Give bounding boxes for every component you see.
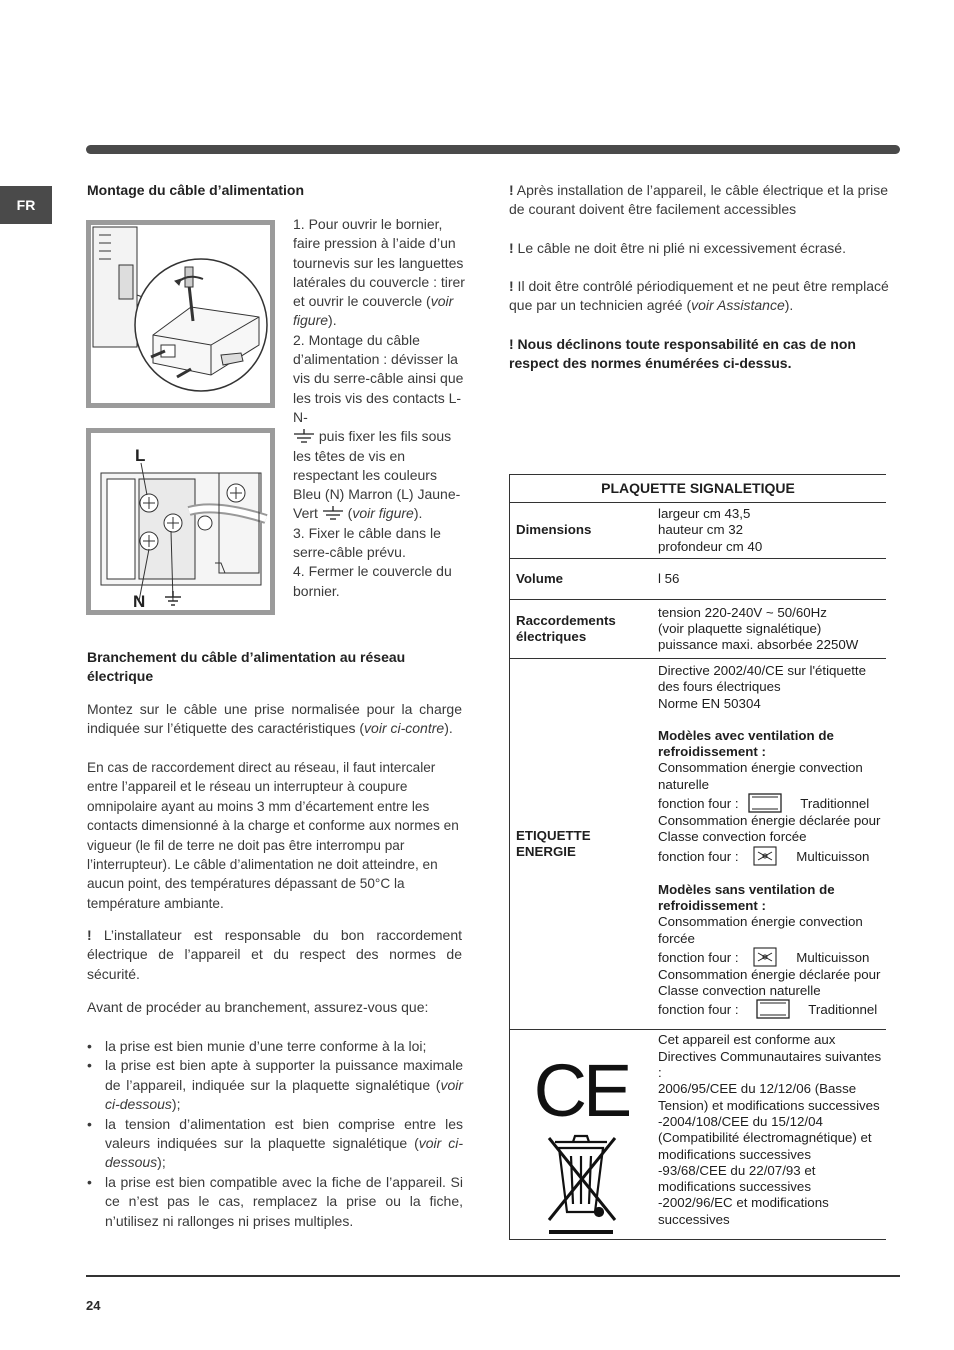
table-row bbox=[510, 503, 887, 559]
volume-value: l 56 bbox=[658, 570, 680, 586]
checklist bbox=[87, 1037, 463, 1231]
conformity-text: Cet appareil est conforme aux Directives Communautaires suivantes : 2006/95/CEE du 12/12/06 (Basse Tension) et modifications successives -2004/108/CEE du 15/12/04 (Compatibilité électromagnétique) et modifications successives -93/68/CEE du 22/07/93 et modifications successives -2002/96/EC et modifications successives bbox=[658, 1032, 882, 1227]
earth-icon bbox=[322, 506, 344, 520]
table-row bbox=[510, 659, 887, 1030]
note-cable-bending: ! Le câble ne doit être ni plié ni excessivement écrasé. bbox=[509, 240, 846, 256]
weee-bar bbox=[549, 1230, 613, 1234]
section-title-cable-mounting: Montage du câble d’alimentation bbox=[87, 182, 305, 198]
energy-values: Directive 2002/40/CE sur l'étiquette des fours électriques Norme EN 50304 Modèles avec ventilation de refroidissement : Consommation énergie convection naturelle fonction four : Traditionnel Consommation énergie déclarée pour Classe convection forcée fonction four : Multicuisson Modèles sans ventilation de refroidissement : Consommation énergie convection forcée fonction four : Multicuisson Consommation énergie déclarée pour Classe convection naturelle fonction four : Traditionnel bbox=[658, 663, 881, 1018]
note-liability: ! Nous déclinons toute responsabilité en cas de non respect des normes énumérées ci-dessus. bbox=[509, 336, 856, 372]
note-cable-inspection: ! Il doit être contrôlé périodiquement et ne peut être remplacé que par un technicien agréé (voir Assistance). bbox=[509, 278, 889, 314]
data-plate-table bbox=[509, 474, 886, 1240]
dimensions-values: largeur cm 43,5 hauteur cm 32 profondeur cm 40 bbox=[658, 506, 763, 554]
row-label-volume: Volume bbox=[510, 559, 653, 600]
row-label-energy: ETIQUETTE ENERGIE bbox=[510, 659, 653, 1030]
note-accessibility: ! Après installation de l’appareil, le câble électrique et la prise de courant doivent être facilement accessibles bbox=[509, 182, 889, 218]
ce-and-weee-marks bbox=[533, 1044, 629, 1234]
figure-terminal-wiring bbox=[86, 428, 275, 615]
page-number: 24 bbox=[86, 1298, 101, 1313]
language-tab: FR bbox=[0, 186, 52, 224]
paragraph-plug: Montez sur le câble une prise normalisée pour la charge indiquée sur l’étiquette des caractéristiques (voir ci-contre). bbox=[87, 701, 462, 737]
table-row bbox=[510, 1030, 887, 1239]
conformity-marks bbox=[510, 1030, 653, 1239]
conventional-oven-icon bbox=[756, 999, 790, 1019]
ce-mark-icon: CE bbox=[533, 1049, 629, 1133]
mounting-steps: 1. Pour ouvrir le bornier, faire pression à l’aide d’un tournevis sur les languettes latérales du couvercle : tirer et ouvrir le couvercle (voir figure). 2. Montage du câble d’alimentation : dévisser la vis du serre-câble ainsi que les trois vis des contacts L-N- puis fixer les fils sous les têtes de vis en respectant les couleurs Bleu (N) Marron (L) Jaune-Vert (voir figure). 3. Fixer le câble dans le serre-câble prévu. 4. Fermer le couvercle du bornier. bbox=[293, 216, 465, 599]
figure-terminal-box-open bbox=[86, 220, 275, 408]
fan-oven-icon bbox=[748, 846, 782, 866]
footer-rule bbox=[86, 1275, 900, 1277]
terminal-box-illustration bbox=[91, 225, 270, 403]
table-title: PLAQUETTE SIGNALETIQUE bbox=[510, 475, 887, 503]
electrical-values: tension 220-240V ~ 50/60Hz (voir plaquette signalétique) puissance maxi. absorbée 2250W bbox=[658, 604, 859, 653]
label-L: L bbox=[135, 446, 146, 465]
paragraph-installer: ! L’installateur est responsable du bon raccordement électrique de l’appareil et du respect des normes de sécurité. bbox=[87, 927, 462, 982]
row-label-electrical: Raccordements électriques bbox=[510, 600, 653, 659]
label-N: N bbox=[133, 592, 146, 610]
section-title-network-connection: Branchement du câble d’alimentation au réseau électrique bbox=[87, 649, 406, 684]
table-row bbox=[510, 600, 887, 659]
list-item: • la tension d’alimentation est bien comprise entre les valeurs indiquées sur la plaquette signalétique (voir ci-dessous); bbox=[87, 1115, 463, 1173]
table-row bbox=[510, 475, 887, 503]
list-item: • la prise est bien apte à supporter la puissance maximale de l’appareil, indiquée sur la plaquette signalétique (voir ci-dessous); bbox=[87, 1056, 463, 1114]
conventional-oven-icon bbox=[748, 793, 782, 813]
crossed-bin-icon bbox=[549, 1136, 615, 1220]
header-rule bbox=[86, 145, 900, 154]
paragraph-direct-connection: En cas de raccordement direct au réseau, il faut intercaler entre l’appareil et le réseau un interrupteur à coupure omnipolaire ayant au moins 3 mm d’écartement entre les contacts dimensionné à la charge et conforme aux normes en vigueur (le fil de terre ne doit pas être interrompu par l’interrupteur). Le câble d’alimentation ne doit atteindre, en aucun point, des températures dépassant de 50°C la température ambiante. bbox=[87, 760, 459, 911]
earth-icon bbox=[293, 429, 315, 443]
list-item: • la prise est bien compatible avec la fiche de l’appareil. Si ce n’est pas le cas, remplacez la prise ou la fiche, n’utilisez ni rallonges ni prises multiples. bbox=[87, 1173, 463, 1231]
row-label-dimensions: Dimensions bbox=[510, 503, 653, 559]
paragraph-before-connection: Avant de procéder au branchement, assurez-vous que: bbox=[87, 999, 429, 1015]
list-item: • la prise est bien munie d’une terre conforme à la loi; bbox=[87, 1037, 463, 1056]
table-row bbox=[510, 559, 887, 600]
wiring-diagram bbox=[91, 433, 270, 610]
fan-oven-icon bbox=[748, 947, 782, 967]
